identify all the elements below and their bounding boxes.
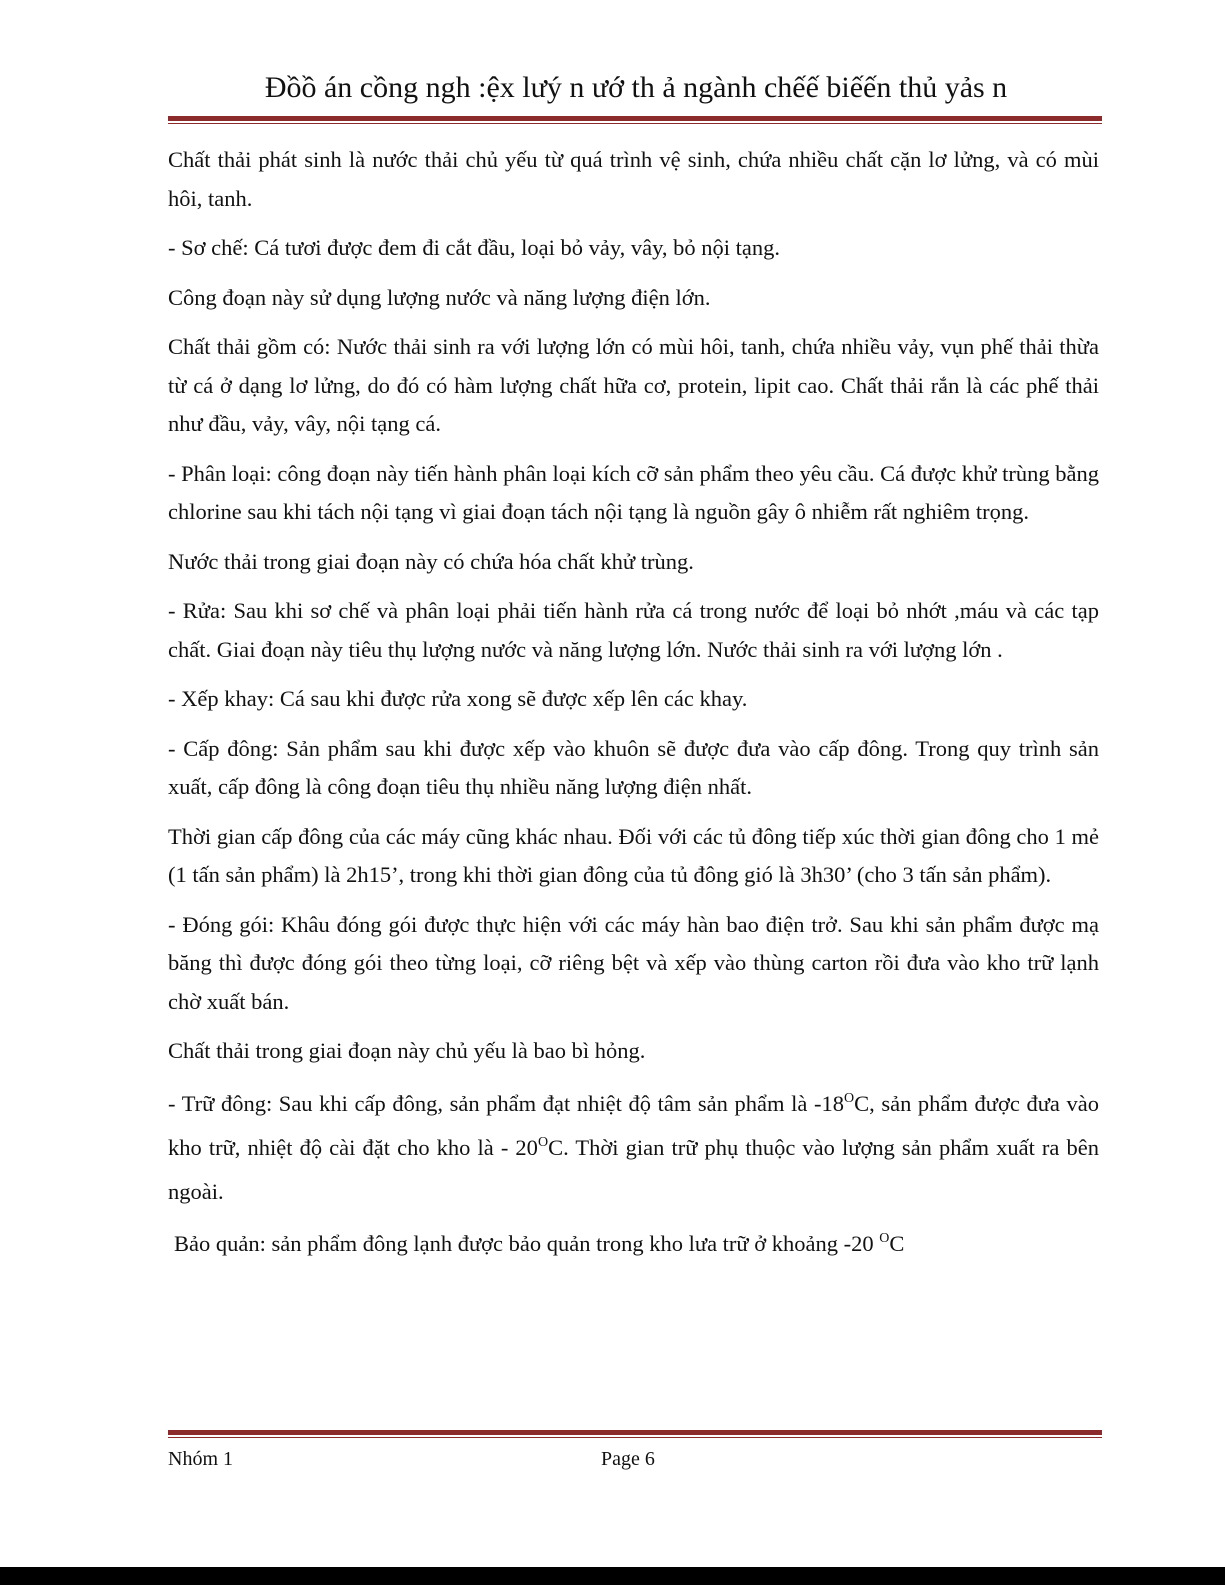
- storage-text-3: C. Thời gian trữ phụ thuộc vào lượng sản phẩm xuất ra bên ngoài.: [168, 1134, 1099, 1204]
- paragraph: - Cấp đông: Sản phẩm sau khi được xếp vào khuôn sẽ được đưa vào cấp đông. Trong quy trình sản xuất, cấp đông là công đoạn tiêu thụ nhiều năng lượng điện nhất.: [168, 735, 1099, 799]
- paragraph: - Xếp khay: Cá sau khi được rửa xong sẽ được xếp lên các khay.: [168, 686, 748, 711]
- preservation-text-2: C: [889, 1230, 905, 1256]
- degree-superscript: O: [879, 1230, 890, 1246]
- header-title: Đồồ án cồng ngh :ệx lưý n ướ th ả ngành chếế biếến thủ yảs n: [264, 71, 1008, 104]
- preservation-text-1: Bảo quản: sản phẩm đông lạnh được bảo quản trong kho lưa trữ ở khoảng -20: [174, 1230, 880, 1256]
- viewer-bottom-edge: [0, 1567, 1225, 1585]
- storage-text-2: C, sản phẩm được đưa vào kho trữ, nhiệt độ cài đặt cho kho là - 20: [168, 1090, 1099, 1160]
- paragraph: Chất thải trong giai đoạn này chủ yếu là bao bì hỏng.: [168, 1038, 646, 1063]
- degree-superscript: O: [843, 1090, 855, 1106]
- paragraph: - Đóng gói: Khâu đóng gói được thực hiện với các máy hàn bao điện trở. Sau khi sản phẩm được mạ băng thì được đóng gói theo từng loại, cỡ riêng bệt và xếp vào thùng carton rồi đưa vào kho trữ lạnh chờ xuất bán.: [168, 911, 1099, 1014]
- storage-paragraph: [168, 1082, 1099, 1214]
- footer-rule-thick: [168, 1430, 1102, 1435]
- footer-page-number: Page 6: [601, 1448, 655, 1470]
- header-rule-thick: [168, 116, 1102, 121]
- header-rule-thin: [168, 123, 1102, 124]
- preservation-paragraph: [168, 1225, 1099, 1264]
- paragraph: Thời gian cấp đông của các máy cũng khác nhau. Đối với các tủ đông tiếp xúc thời gian đông cho 1 mẻ (1 tấn sản phẩm) là 2h15’, trong khi thời gian đông của tủ đông gió là 3h30’ (cho 3 tấn sản phẩm).: [168, 823, 1099, 887]
- degree-superscript: O: [537, 1134, 549, 1150]
- paragraph: - Rửa: Sau khi sơ chế và phân loại phải tiến hành rửa cá trong nước để loại bỏ nhớt ,máu và các tạp chất. Giai đoạn này tiêu thụ lượng nước và năng lượng lớn. Nước thải sinh ra với lượng lớn .: [168, 598, 1099, 662]
- body-content: [168, 141, 1099, 1274]
- paragraph: Chất thải phát sinh là nước thải chủ yếu từ quá trình vệ sinh, chứa nhiều chất cặn lơ lửng, và có mùi hôi, tanh.: [168, 147, 1099, 211]
- paragraph: - Sơ chế: Cá tươi được đem đi cắt đầu, loại bỏ vảy, vây, bỏ nội tạng.: [168, 235, 781, 260]
- header-rule: [168, 116, 1102, 124]
- footer-rule: [168, 1430, 1102, 1438]
- paragraph: Nước thải trong giai đoạn này có chứa hóa chất khử trùng.: [168, 548, 694, 574]
- footer-group-label: Nhóm 1: [168, 1448, 233, 1470]
- footer-rule-thin: [168, 1437, 1102, 1438]
- paragraph: Công đoạn này sử dụng lượng nước và năng lượng điện lớn.: [168, 284, 711, 310]
- paragraph: - Phân loại: công đoạn này tiến hành phân loại kích cỡ sản phẩm theo yêu cầu. Cá được khử trùng bằng chlorine sau khi tách nội tạng vì giai đoạn tách nội tạng là nguồn gây ô nhiễm rất nghiêm trọng.: [168, 460, 1099, 524]
- paragraph: Chất thải gồm có: Nước thải sinh ra với lượng lớn có mùi hôi, tanh, chứa nhiều vảy, vụn phế thải thừa từ cá ở dạng lơ lửng, do đó có hàm lượng chất hữa cơ, protein, lipit cao. Chất thải rắn là các phế thải như đầu, vảy, vây, nội tạng cá.: [168, 334, 1099, 436]
- storage-text-1: - Trữ đông: Sau khi cấp đông, sản phẩm đạt nhiệt độ tâm sản phẩm là -18: [168, 1090, 844, 1116]
